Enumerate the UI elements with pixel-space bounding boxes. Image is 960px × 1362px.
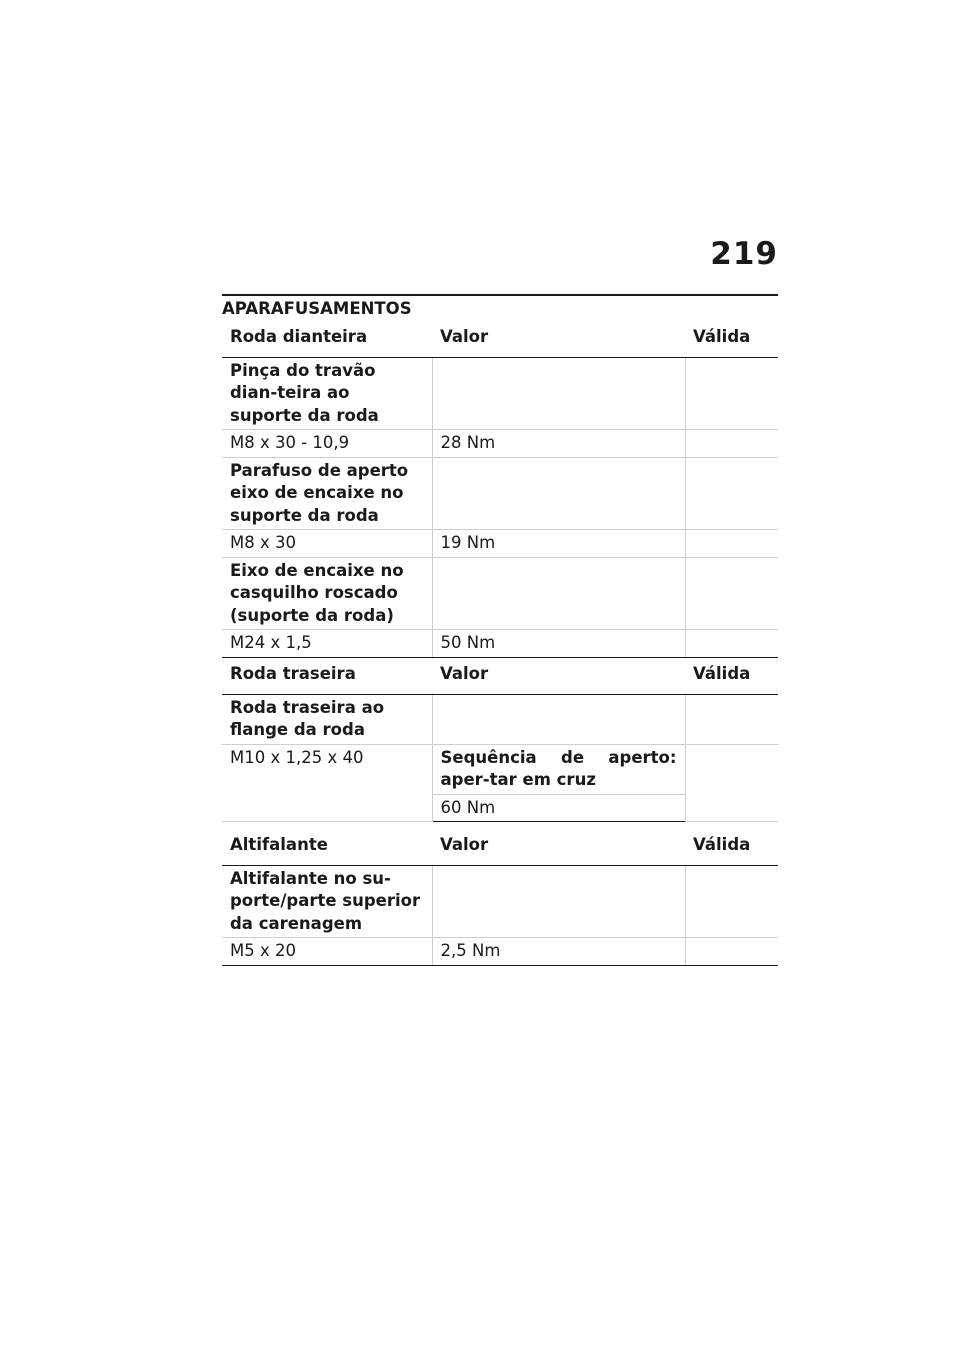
torque-table-front-wheel: [222, 318, 778, 658]
column-header-valid: Válida: [685, 655, 778, 694]
torque-value: 19 Nm: [432, 530, 685, 558]
torque-table-speaker: [222, 826, 778, 966]
torque-value: 50 Nm: [432, 630, 685, 658]
torque-table-rear-wheel: [222, 655, 778, 822]
valid-cell-empty: [685, 938, 778, 966]
bolt-spec: M5 x 20: [222, 938, 432, 966]
table-row: [222, 557, 778, 630]
torque-value: 2,5 Nm: [432, 938, 685, 966]
bolt-spec: M8 x 30 - 10,9: [222, 430, 432, 458]
column-header-valid: Válida: [685, 318, 778, 357]
value-cell-empty: [432, 865, 685, 938]
value-cell-empty: [432, 357, 685, 430]
table-row: [222, 357, 778, 430]
valid-cell-empty: [685, 530, 778, 558]
column-header-component: Roda traseira: [222, 655, 432, 694]
torque-value: 60 Nm: [432, 794, 685, 822]
component-label: Parafuso de aperto eixo de encaixe no suporte da roda: [222, 457, 432, 530]
column-header-value: Valor: [432, 826, 685, 865]
column-header-valid: Válida: [685, 826, 778, 865]
bolt-spec: M24 x 1,5: [222, 630, 432, 658]
table-row: [222, 938, 778, 966]
bolt-spec: M10 x 1,25 x 40: [222, 744, 432, 822]
table-row: [222, 430, 778, 458]
table-row: [222, 457, 778, 530]
component-label: Altifalante no su-porte/parte superior da carenagem: [222, 865, 432, 938]
table-row: [222, 744, 778, 794]
valid-cell-empty: [685, 744, 778, 822]
table-row: [222, 865, 778, 938]
table-row: [222, 530, 778, 558]
value-cell-empty: [432, 694, 685, 744]
page-number: 219: [710, 236, 778, 272]
valid-cell-empty: [685, 557, 778, 630]
table-row: [222, 630, 778, 658]
component-label: Eixo de encaixe no casquilho roscado (suporte da roda): [222, 557, 432, 630]
component-label: Pinça do travão dian-teira ao suporte da roda: [222, 357, 432, 430]
valid-cell-empty: [685, 694, 778, 744]
bolt-spec: M8 x 30: [222, 530, 432, 558]
table-header-row: [222, 826, 778, 865]
torque-value: 28 Nm: [432, 430, 685, 458]
section-title: APARAFUSAMENTOS: [222, 294, 778, 318]
value-cell-empty: [432, 557, 685, 630]
valid-cell-empty: [685, 865, 778, 938]
table-header-row: [222, 318, 778, 357]
column-header-component: Roda dianteira: [222, 318, 432, 357]
tightening-note: Sequência de aperto: aper-tar em cruz: [432, 744, 685, 794]
column-header-value: Valor: [432, 318, 685, 357]
valid-cell-empty: [685, 430, 778, 458]
valid-cell-empty: [685, 457, 778, 530]
column-header-component: Altifalante: [222, 826, 432, 865]
valid-cell-empty: [685, 630, 778, 658]
table-header-row: [222, 655, 778, 694]
value-cell-empty: [432, 457, 685, 530]
table-row: [222, 694, 778, 744]
valid-cell-empty: [685, 357, 778, 430]
component-label: Roda traseira ao flange da roda: [222, 694, 432, 744]
column-header-value: Valor: [432, 655, 685, 694]
